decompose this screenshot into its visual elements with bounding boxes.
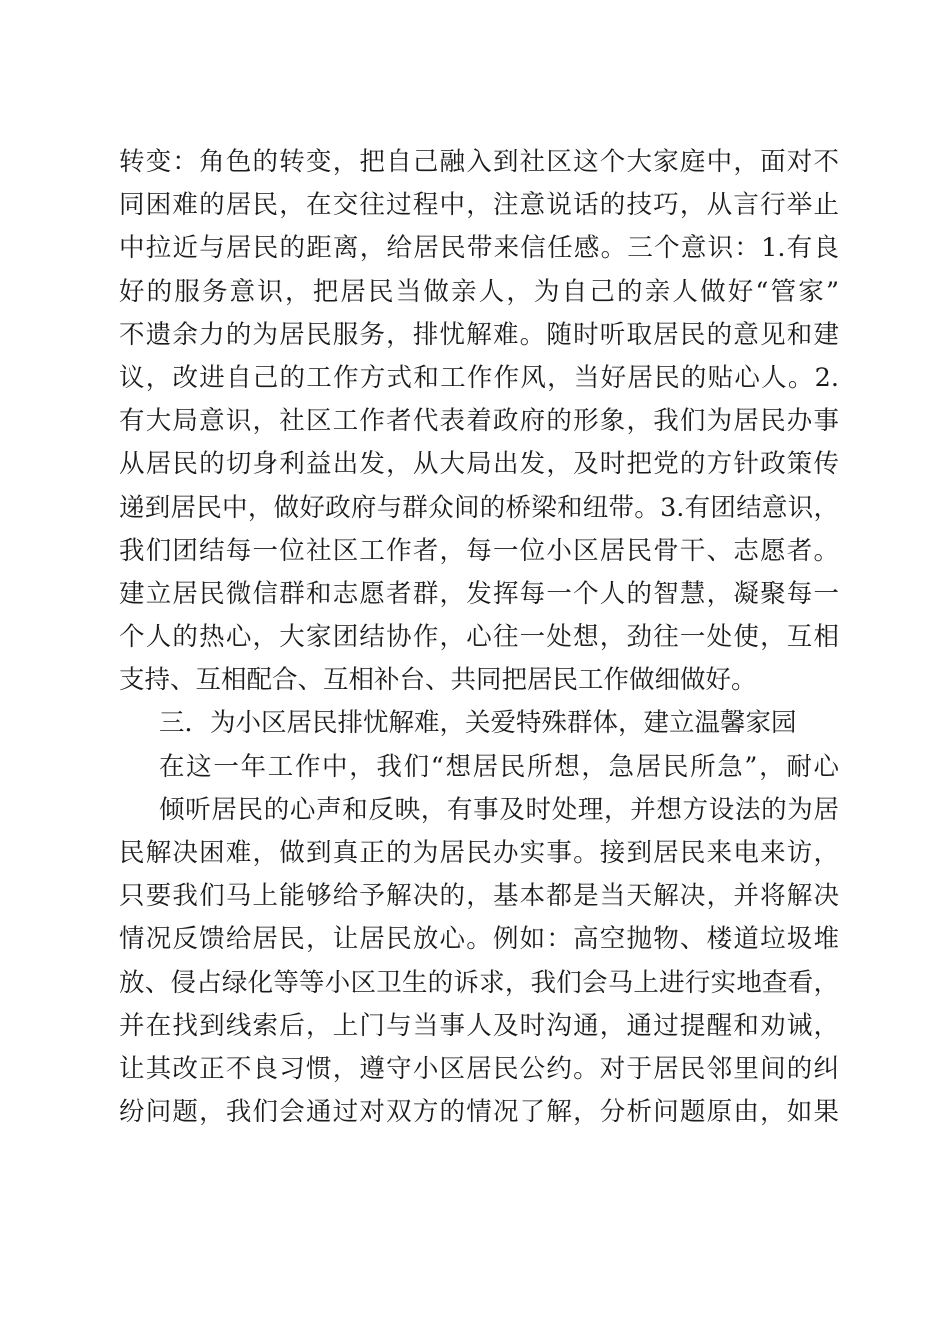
text-line: 支持、互相配合、互相补台、共同把居民工作做细做好。 xyxy=(119,665,757,696)
text-line: 个人的热心，大家团结协作，心往一处想，劲往一处使，互相 xyxy=(119,622,839,653)
body-text xyxy=(119,141,839,1134)
text-line: 让其改正不良习惯，遵守小区居民公约。对于居民邻里间的纠 xyxy=(119,1053,839,1084)
text-line: 中拉近与居民的距离，给居民带来信任感。三个意识：1.有良 xyxy=(119,233,839,264)
text-line: 有大局意识，社区工作者代表着政府的形象，我们为居民办事 xyxy=(119,406,839,437)
text-line: 不遗余力的为居民服务，排忧解难。随时听取居民的意见和建 xyxy=(119,319,839,350)
text-line: 并在找到线索后，上门与当事人及时沟通，通过提醒和劝诫， xyxy=(119,1010,839,1041)
text-line: 建立居民微信群和志愿者群，发挥每一个人的智慧，凝聚每一 xyxy=(119,578,839,609)
section-heading: 三．为小区居民排忧解难，关爱特殊群体，建立温馨家园 xyxy=(159,708,797,739)
text-line: 同困难的居民，在交往过程中，注意说话的技巧，从言行举止 xyxy=(119,190,839,221)
text-line: 递到居民中，做好政府与群众间的桥梁和纽带。3.有团结意识， xyxy=(119,492,839,523)
text-line: 放、侵占绿化等等小区卫生的诉求，我们会马上进行实地查看， xyxy=(119,967,839,998)
text-line: 倾听居民的心声和反映，有事及时处理，并想方设法的为居 xyxy=(159,794,839,825)
text-line: 议，改进自己的工作方式和工作作风，当好居民的贴心人。2. xyxy=(119,362,839,393)
text-line: 纷问题，我们会通过对双方的情况了解，分析问题原由，如果 xyxy=(119,1097,839,1128)
text-line: 民解决困难，做到真正的为居民办实事。接到居民来电来访， xyxy=(119,838,839,868)
text-line: 从居民的切身利益出发，从大局出发，及时把党的方针政策传 xyxy=(119,449,839,480)
text-line: 只要我们马上能够给予解决的，基本都是当天解决，并将解决 xyxy=(119,881,839,912)
text-line: 在这一年工作中，我们“想居民所想，急居民所急”，耐心 xyxy=(159,751,839,782)
text-line: 情况反馈给居民，让居民放心。例如：高空抛物、楼道垃圾堆 xyxy=(119,924,839,955)
text-line: 转变：角色的转变，把自己融入到社区这个大家庭中，面对不 xyxy=(119,147,839,177)
text-line: 我们团结每一位社区工作者，每一位小区居民骨干、志愿者。 xyxy=(119,535,839,566)
text-line: 好的服务意识，把居民当做亲人，为自己的亲人做好“管家” xyxy=(119,276,839,307)
